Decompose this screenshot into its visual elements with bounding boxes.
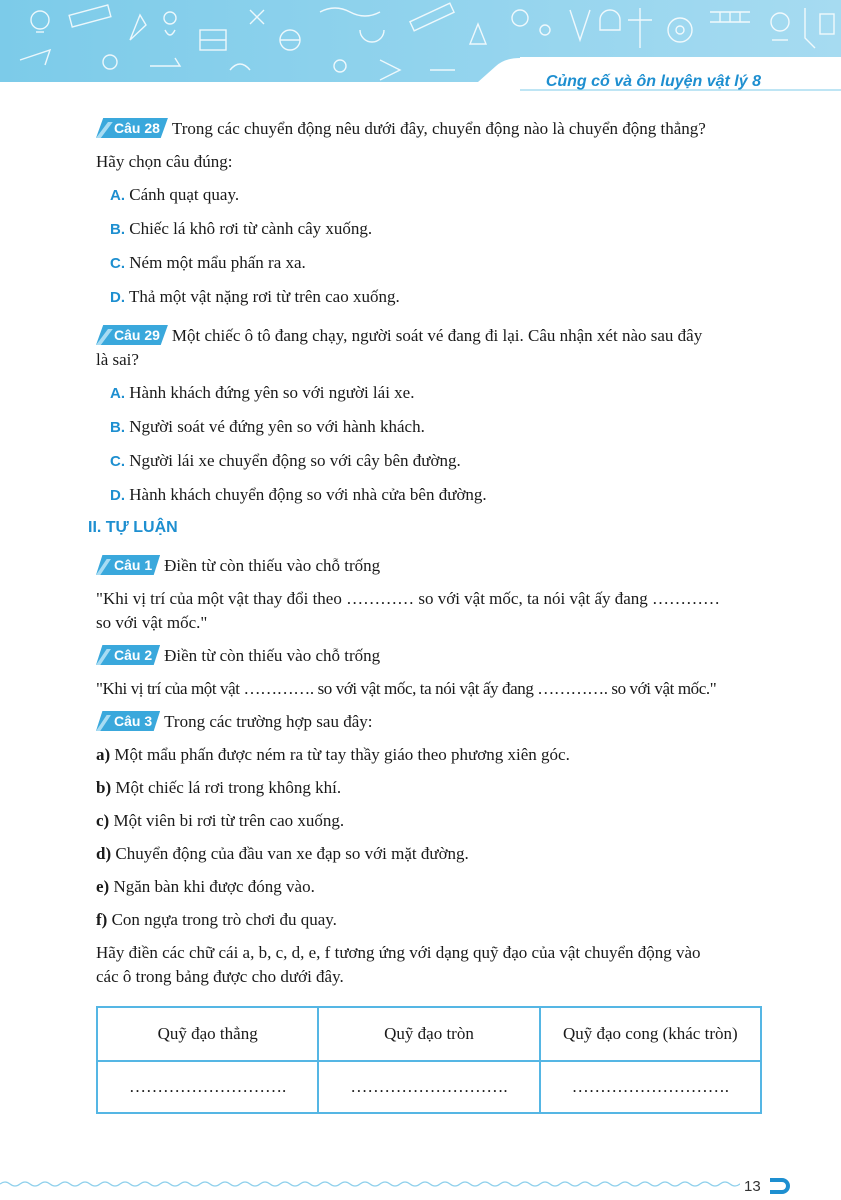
option-d: D. Hành khách chuyển động so với nhà cửa bên đường. (110, 485, 487, 504)
option-a: A. Cánh quạt quay. (110, 185, 240, 204)
case-b: b) Một chiếc lá rơi trong không khí. (96, 778, 342, 797)
question-text: Một chiếc ô tô đang chạy, người soát vé đang đi lại. Câu nhận xét nào sau đây (171, 326, 703, 345)
page-number: 13 (744, 1178, 761, 1195)
case-c: c) Một viên bi rơi từ trên cao xuống. (96, 811, 345, 830)
essay-question-3 (96, 711, 766, 733)
table-header: Quỹ đạo cong (khác tròn) (540, 1007, 761, 1061)
fill-in-sentence: "Khi vị trí của một vật thay đổi theo ………… so với vật mốc, ta nói vật ấy đang ………… (96, 589, 721, 608)
section-heading: II. TỰ LUẬN (88, 519, 178, 536)
case-e: e) Ngăn bàn khi được đóng vào. (96, 877, 315, 896)
instruction-cont: các ô trong bảng được cho dưới đây. (96, 967, 344, 986)
question-text: Trong các chuyển động nêu dưới đây, chuyển động nào là chuyển động thẳng? (171, 119, 706, 138)
question-29 (96, 325, 766, 347)
table-row (97, 1061, 761, 1113)
question-badge: Câu 3 (96, 711, 160, 731)
question-text-cont: Hãy chọn câu đúng: (96, 152, 233, 171)
essay-question-1 (96, 555, 766, 577)
question-text: Điền từ còn thiếu vào chỗ trống (164, 556, 381, 575)
header-banner (0, 0, 841, 100)
case-a: a) Một mẩu phấn được ném ra từ tay thầy giáo theo phương xiên góc. (96, 745, 570, 764)
option-c: C. Người lái xe chuyển động so với cây bên đường. (110, 451, 461, 470)
fill-in-sentence-cont: so với vật mốc." (96, 613, 208, 632)
table-header-row (97, 1007, 761, 1061)
option-d: D. Thả một vật nặng rơi từ trên cao xuống. (110, 287, 400, 306)
fill-in-sentence: "Khi vị trí của một vật …………. so với vật mốc, ta nói vật ấy đang …………. so với vật mốc." (96, 679, 717, 698)
book-subtitle: Củng cố và ôn luyện vật lý 8 (545, 73, 761, 90)
answer-cell[interactable]: ………………………. (318, 1061, 539, 1113)
wavy-footer-line (0, 1176, 740, 1192)
question-badge: Câu 1 (96, 555, 160, 575)
answer-cell[interactable]: ………………………. (97, 1061, 318, 1113)
essay-question-2 (96, 645, 766, 667)
option-c: C. Ném một mẩu phấn ra xa. (110, 253, 306, 272)
case-d: d) Chuyển động của đầu van xe đạp so với mặt đường. (96, 844, 469, 863)
trajectory-table (96, 1006, 762, 1114)
table-header: Quỹ đạo thẳng (97, 1007, 318, 1061)
table-header: Quỹ đạo tròn (318, 1007, 539, 1061)
case-f: f) Con ngựa trong trò chơi đu quay. (96, 910, 337, 929)
option-b: B. Chiếc lá khô rơi từ cành cây xuống. (110, 219, 373, 238)
question-badge: Câu 28 (96, 118, 168, 138)
question-badge: Câu 2 (96, 645, 160, 665)
question-text: Trong các trường hợp sau đây: (164, 712, 373, 731)
instruction: Hãy điền các chữ cái a, b, c, d, e, f tương ứng với dạng quỹ đạo của vật chuyển động vào (96, 943, 701, 962)
option-a: A. Hành khách đứng yên so với người lái xe. (110, 383, 415, 402)
question-text-cont: là sai? (96, 350, 139, 369)
question-badge: Câu 29 (96, 325, 168, 345)
question-28 (96, 118, 766, 140)
page-tab-icon (768, 1176, 792, 1196)
question-text: Điền từ còn thiếu vào chỗ trống (164, 646, 381, 665)
option-b: B. Người soát vé đứng yên so với hành khách. (110, 417, 425, 436)
answer-cell[interactable]: ………………………. (540, 1061, 761, 1113)
page-content (88, 118, 766, 988)
